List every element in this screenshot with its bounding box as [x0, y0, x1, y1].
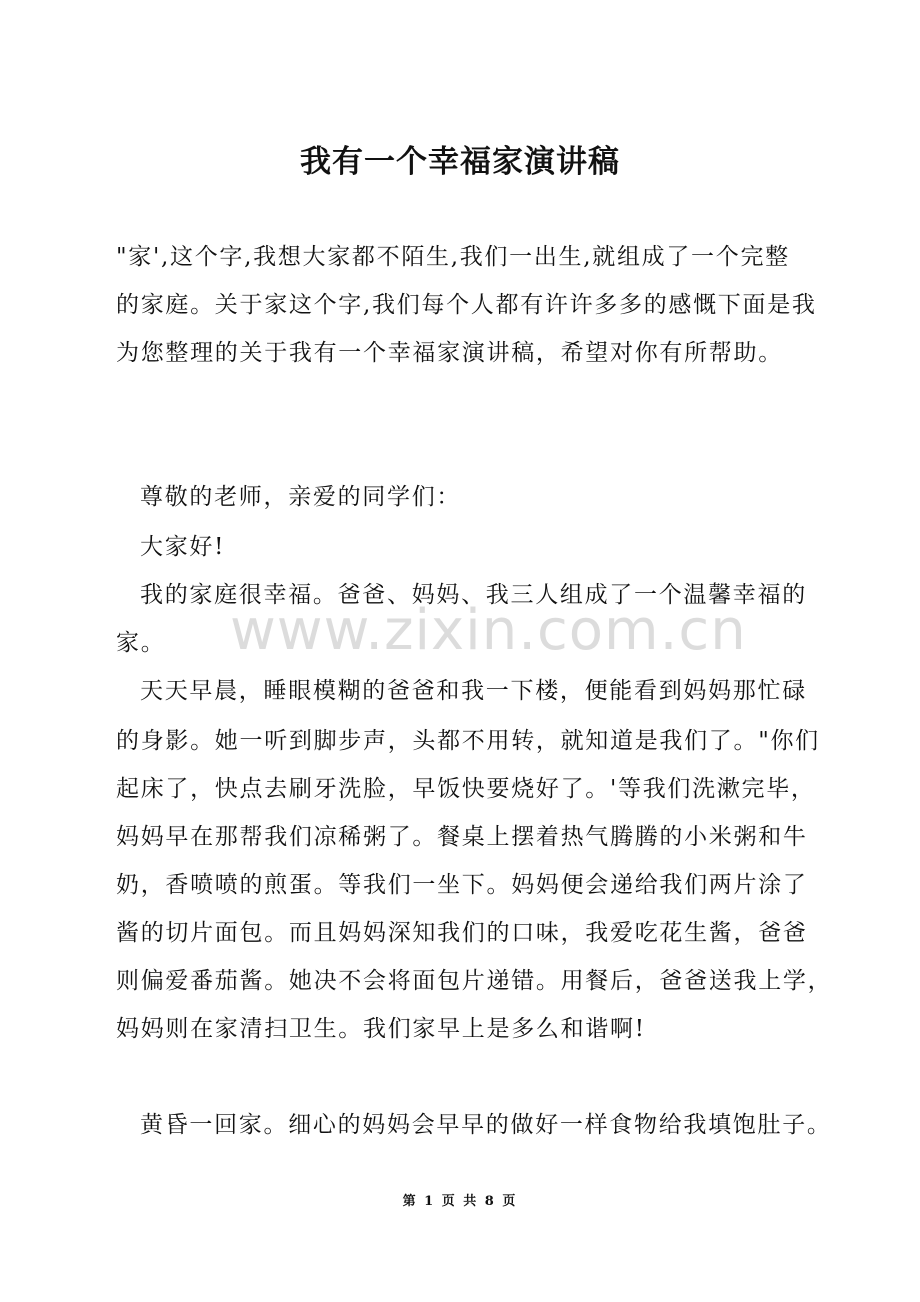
body-line: 妈妈则在家清扫卫生。我们家早上是多么和谐啊!: [116, 1016, 646, 1042]
body-line: 起床了，快点去刷牙洗脸，早饭快要烧好了。'等我们洗漱完毕，: [116, 776, 816, 802]
body-line: 天天早晨，睡眼模糊的爸爸和我一下楼，便能看到妈妈那忙碌: [140, 678, 807, 704]
greeting: 大家好!: [140, 534, 226, 560]
intro-line: 为您整理的关于我有一个幸福家演讲稿，希望对你有所帮助。: [116, 340, 783, 366]
body-line: 的身影。她一听到脚步声，头都不用转，就知道是我们了。"你们: [116, 728, 820, 754]
page-footer: 第 1 页 共 8 页: [402, 1194, 518, 1209]
body-line: 则偏爱番茄酱。她决不会将面包片递错。用餐后，爸爸送我上学，: [116, 968, 833, 994]
watermark: www.zixin.com.cn: [230, 598, 747, 663]
document-title: 我有一个幸福家演讲稿: [300, 144, 620, 180]
body-line: 酱的切片面包。而且妈妈深知我们的口味，我爱吃花生酱，爸爸: [116, 920, 808, 946]
body-line: 我的家庭很幸福。爸爸、妈妈、我三人组成了一个温馨幸福的: [140, 582, 807, 608]
intro-line: 的家庭。关于家这个字,我们每个人都有许许多多的感慨下面是我: [116, 292, 817, 318]
intro-line: "家',这个字,我想大家都不陌生,我们一出生,就组成了一个完整: [116, 244, 790, 270]
body-line: 奶，香喷喷的煎蛋。等我们一坐下。妈妈便会递给我们两片涂了: [116, 872, 808, 898]
body-line: 家。: [116, 630, 166, 656]
body-line: 妈妈早在那帮我们凉稀粥了。餐桌上摆着热气腾腾的小米粥和牛: [116, 824, 808, 850]
salutation: 尊敬的老师，亲爱的同学们：: [140, 484, 462, 510]
body-line: 黄昏一回家。细心的妈妈会早早的做好一样食物给我填饱肚子。: [140, 1112, 832, 1138]
